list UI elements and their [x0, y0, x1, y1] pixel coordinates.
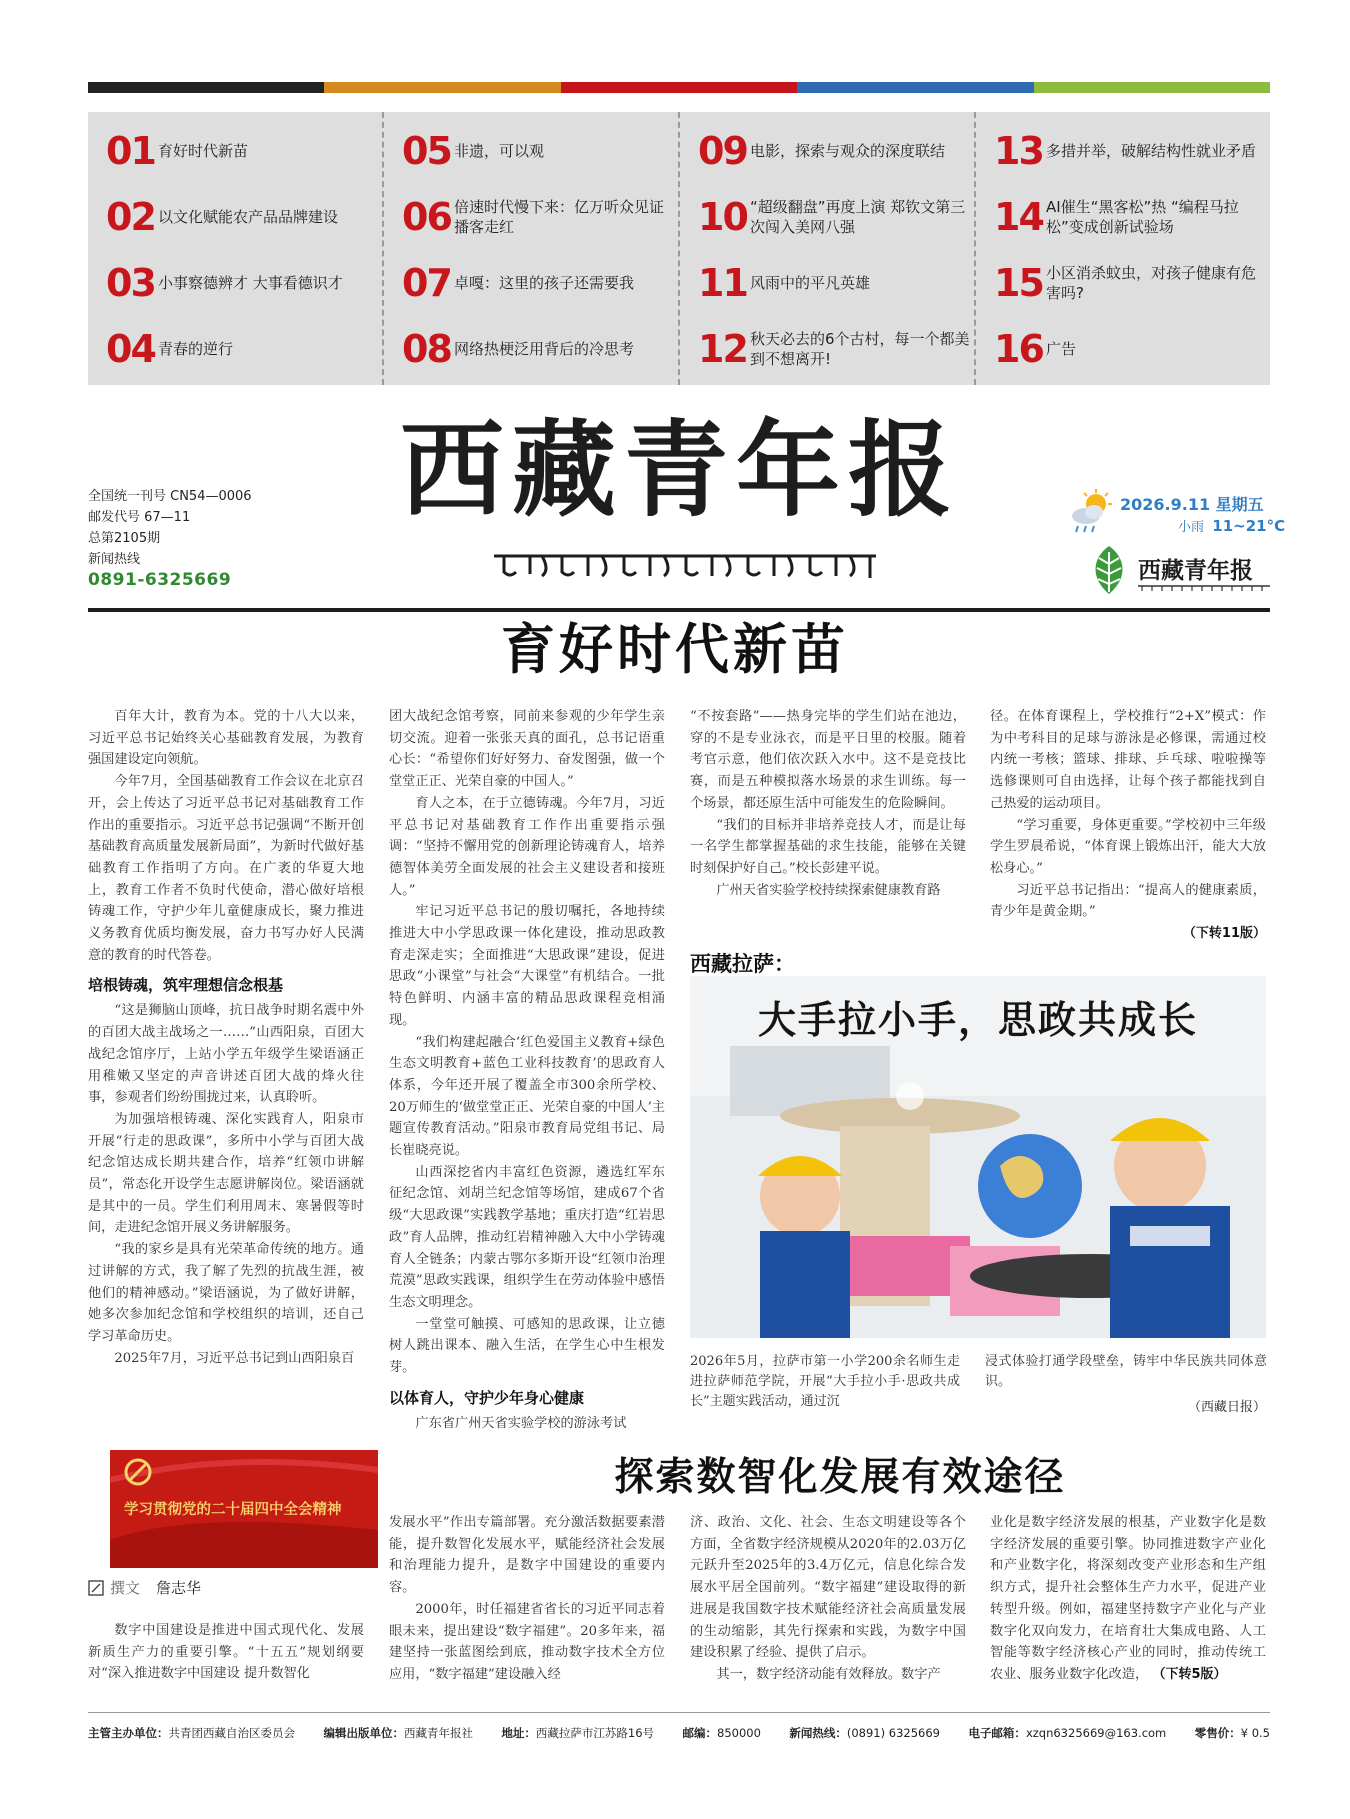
logo-name: 西藏青年报 [1138, 557, 1253, 584]
hotline-number: 0891-6325669 [88, 570, 232, 590]
toc-page-number: 03 [106, 261, 155, 305]
newspaper-title: 西藏青年报 [399, 408, 960, 531]
toc-page-number: 16 [994, 327, 1043, 371]
footer-value: ¥ 0.5 [1240, 1726, 1270, 1740]
paragraph: 广州天省实验学校持续探索健康教育路 [716, 882, 941, 898]
color-segment [797, 82, 1033, 93]
paragraph: 山西深挖省内丰富红色资源，遴选红军东征纪念馆、刘胡兰纪念馆等场馆，建成67个省级“大思政课”实践教学基地；重庆打造“红岩思政”育人品牌，推动红岩精神融入大中小学铸魂育人全链条；内蒙古鄂尔多斯开设“红领巾治理荒漠”思政实践课，组织学生在劳动体验中感悟生态文明理念。 [389, 1164, 665, 1310]
toc-title: 风雨中的平凡英雄 [750, 274, 871, 292]
paragraph: 其一，数字经济动能有效释放。数字产 [716, 1666, 941, 1682]
toc-title: “超级翻盘”再度上演 郑钦文第三次闯入美网八强 [750, 198, 966, 236]
color-segment [1034, 82, 1270, 93]
toc-item[interactable] [994, 118, 1270, 184]
toc-page-number: 15 [994, 261, 1043, 305]
paragraph: “学习重要，身体更重要。”学校初中三年级学生罗晨希说，“体育课上锻炼出汗，能大大放松身心。” [990, 817, 1266, 876]
paragraph: “我们构建起融合‘红色爱国主义教育+绿色生态文明教育+蓝色工业科技教育’的思政育人体系，今年还开展了覆盖全市300余所学校、20万师生的‘做堂堂正正、光荣自豪的中国人’主题宣传教育活动。”阳泉市教育局党组书记、局长崔晓亮说。 [389, 1034, 665, 1159]
logo-tibetan-subtitle [1138, 584, 1270, 592]
article-column-4 [990, 706, 1266, 942]
second-column-2 [389, 1512, 665, 1710]
second-column-3 [690, 1512, 966, 1710]
toc-title: 小区消杀蚊虫，对孩子健康有危害吗? [1046, 264, 1257, 302]
newspaper-logo [1086, 544, 1272, 598]
toc-page-number: 14 [994, 195, 1043, 239]
issue-date: 2026.9.11 星期五 [1120, 495, 1264, 514]
temperature: 11~21°C [1212, 517, 1286, 535]
footer-hotline [789, 1725, 940, 1741]
second-column-1 [88, 1620, 364, 1710]
footer-price [1195, 1725, 1270, 1741]
toc-item[interactable] [402, 316, 678, 382]
toc-item[interactable] [994, 184, 1270, 250]
paragraph: 习近平总书记指出：“提高人的健康素质，青少年是黄金期。” [990, 882, 1266, 920]
toc-page-number: 12 [698, 327, 747, 371]
toc-item[interactable] [106, 118, 382, 184]
toc-item[interactable] [698, 250, 974, 316]
pen-icon [88, 1580, 104, 1596]
footer-label: 编辑出版单位： [323, 1726, 404, 1740]
footer-value: (0891) 6325669 [846, 1726, 940, 1740]
toc-title: 卓嘎：这里的孩子还需要我 [454, 274, 635, 292]
footer-rule [88, 1712, 1270, 1713]
second-column-4 [990, 1512, 1266, 1710]
paragraph: 牢记习近平总书记的殷切嘱托，各地持续推进大中小学思政课一体化建设，推动思政教育走深走实；全面推进“大思政课”建设，促进思政“小课堂”与社会“大课堂”有机结合。一批特色鲜明、内涵丰富的精品思政课程竞相涌现。 [389, 904, 665, 1028]
color-segment [88, 82, 324, 93]
footer-value: 850000 [717, 1726, 761, 1740]
photo-story-title: 大手拉小手，思政共成长 [757, 998, 1198, 1042]
toc-item[interactable] [106, 250, 382, 316]
toc-column [974, 112, 1270, 385]
paragraph: “这是狮脑山顶峰，抗日战争时期名震中外的百团大战主战场之一……”山西阳泉，百团大战纪念馆序厅，上站小学五年级学生梁语涵正用稚嫩又坚定的声音讲述百团大战的烽火往事，参观者们纷纷围拢过来，认真聆听。 [88, 1003, 364, 1106]
section-subheading: 以体育人，守护少年身心健康 [389, 1388, 585, 1407]
byline-label: 撰文 [110, 1579, 141, 1597]
toc-page-number: 11 [698, 261, 747, 305]
second-headline: 探索数智化发展有效途径 [614, 1455, 1066, 1500]
footer-value: 西藏青年报社 [403, 1726, 473, 1740]
masthead-rule [88, 608, 1270, 612]
paragraph: 团大战纪念馆考察，同前来参观的少年学生亲切交流。迎着一张张天真的面孔，总书记语重心长：“希望你们好好努力、奋发图强，做一个堂堂正正、光荣自豪的中国人。” [389, 709, 665, 790]
footer-publisher [323, 1725, 473, 1741]
weather-text: 小雨 [1178, 520, 1205, 535]
continued-note: （下转11版） [1182, 926, 1266, 942]
toc-item[interactable] [698, 118, 974, 184]
paragraph: 育人之本，在于立德铸魂。今年7月，习近平总书记对基础教育工作作出重要指示强调：“坚持不懈用党的创新理论铸魂育人，培养德智体美劳全面发展的社会主义建设者和接班人。” [389, 795, 665, 898]
continued-note: （下转5版） [1152, 1666, 1227, 1682]
footer-label: 电子邮箱： [968, 1726, 1026, 1740]
toc-column [678, 112, 974, 385]
toc-title: 网络热梗泛用背后的冷思考 [454, 340, 635, 358]
toc-page-number: 06 [402, 195, 451, 239]
color-segment [561, 82, 797, 93]
toc-title: 倍速时代慢下来：亿万听众见证播客走红 [454, 198, 665, 236]
toc-item[interactable] [106, 316, 382, 382]
toc-title: 电影，探索与观众的深度联结 [750, 142, 946, 160]
footer-address [501, 1725, 654, 1741]
toc-title: 非遗，可以观 [454, 142, 545, 160]
footer-label: 地址： [501, 1726, 536, 1740]
paragraph: “不按套路”——热身完毕的学生们站在池边，穿的不是专业泳衣，而是平日里的校服。随着考官示意，他们依次跃入水中。这不是竞技比赛，而是五种模拟落水场景的求生训练。每一个场景，都还原生活中可能发生的危险瞬间。 [690, 709, 966, 811]
toc-title: 秋天必去的6个古村，每一个都美到不想离开! [750, 330, 970, 368]
paragraph [990, 1512, 1266, 1686]
footer-email[interactable] [968, 1725, 1166, 1741]
toc-item[interactable] [402, 184, 678, 250]
promo-banner[interactable] [110, 1450, 378, 1568]
footer-label: 零售价： [1194, 1726, 1241, 1740]
paragraph: “我的家乡是具有光荣革命传统的地方。通过讲解的方式，我了解了先烈的抗战生涯，被他们的精神感动。”梁语涵说，为了做好讲解，她多次参加纪念馆和学校组织的培训，还自己学习革命历史。 [88, 1242, 364, 1344]
lead-headline: 育好时代新苗 [501, 618, 849, 681]
paragraph: “我们的目标并非培养竞技人才，而是让每一名学生都掌握基础的求生技能，能够在关键时刻保护好自己。”校长彭建平说。 [690, 817, 966, 876]
byline-author: 詹志华 [156, 1579, 202, 1597]
paragraph: 径。在体育课程上，学校推行“2+X”模式：作为中考科目的足球与游泳是必修课，需通过校内统一考核；篮球、排球、乒乓球、啦啦操等选修课则可自由选择，让每个孩子都能找到自己热爱的运动项目。 [990, 709, 1266, 811]
paragraph: 一堂堂可触摸、可感知的思政课，让立德树人跳出课本、融入生活，在学生心中生根发芽。 [389, 1316, 665, 1376]
toc-column [382, 112, 678, 385]
footer-sponsor [88, 1725, 295, 1741]
top-color-bar [88, 82, 1270, 93]
article-column-1 [88, 706, 364, 1396]
paragraph: 今年7月，全国基础教育工作会议在北京召开，会上传达了习近平总书记对基础教育工作作出的重要指示。习近平总书记强调“不断开创基础教育高质量发展新局面”，为新时代做好基础教育工作指明了方向。在广袤的华夏大地上，教育工作者不负时代使命，潜心做好培根铸魂工作，守护少年儿童健康成长，聚力推进义务教育优质均衡发展，奋力书写办好人民满意的教育的时代答卷。 [88, 774, 364, 963]
toc-item[interactable] [698, 316, 974, 382]
footer-label: 主管主办单位： [88, 1726, 169, 1740]
leaf-logo-icon [1086, 544, 1132, 596]
toc-page-number: 07 [402, 261, 451, 305]
toc-title: 广告 [1046, 340, 1077, 358]
color-segment [324, 82, 560, 93]
toc-title: AI催生“黑客松”热 “编程马拉松”变成创新试验场 [1046, 198, 1239, 236]
toc-title: 以文化赋能农产品品牌建设 [158, 208, 339, 226]
toc-item[interactable] [994, 316, 1270, 382]
article-column-2 [389, 706, 665, 1431]
toc-item[interactable] [402, 118, 678, 184]
masthead-meta [88, 486, 252, 591]
hotline-label: 新闻热线 [88, 552, 141, 567]
toc-page-number: 04 [106, 327, 155, 371]
toc-title: 小事察德辨才 大事看德识才 [158, 274, 343, 292]
paragraph: 广东省广州天省实验学校的游泳考试 [415, 1415, 627, 1431]
weather-condition [1178, 516, 1285, 535]
issue-number-line: 总第2105期 [88, 531, 161, 546]
toc-page-number: 01 [106, 129, 155, 173]
paragraph: 数字中国建设是推进中国式现代化、发展新质生产力的重要引擎。“十五五”规划纲要对“深入推进数字中国建设 提升数智化 [88, 1623, 364, 1682]
photo-location-label: 西藏拉萨： [690, 952, 795, 976]
paragraph: 2000年，时任福建省省长的习近平同志着眼未来，提出建设“数字福建”。20多年来，福建坚持一张蓝图绘到底，推动数字技术全方位应用，“数字福建”建设融入经 [389, 1601, 665, 1682]
toc-item[interactable] [994, 250, 1270, 316]
toc-page-number: 09 [698, 129, 747, 173]
tibetan-title-script [490, 548, 880, 582]
byline [88, 1577, 378, 1598]
toc-item[interactable] [106, 184, 382, 250]
footer-postcode [683, 1725, 761, 1741]
toc-title: 多措并举，破解结构性就业矛盾 [1046, 142, 1257, 160]
sun-cloud-rain-icon [1068, 488, 1116, 536]
table-of-contents [88, 112, 1270, 385]
toc-page-number: 10 [698, 195, 747, 239]
toc-page-number: 05 [402, 129, 451, 173]
paragraph-text: 业化是数字经济发展的根基，产业数字化是数字经济发展的重要引擎。协同推进数字产业化和产业数字化，将深刻改变产业形态和生产组织方式，提升社会整体生产力水平，促进产业转型升级。例如，福建坚持数字产业化与产业数字化双向发力，在培育壮大集成电路、人工智能等数字经济核心产业的同时，推动传统工农业、服务业数字化改造， [990, 1515, 1266, 1682]
postal-code-line: 邮发代号 67—11 [88, 510, 191, 525]
footer-value: 共青团西藏自治区委员会 [168, 1726, 295, 1740]
toc-item[interactable] [402, 250, 678, 316]
weather-box [1068, 488, 1286, 538]
footer [88, 1725, 1270, 1741]
paragraph: 发展水平”作出专篇部署。充分激活数据要素潜能，提升数智化发展水平，赋能经济社会发展和治理能力提升，是数字中国建设的重要内容。 [389, 1515, 665, 1596]
paragraph: 济、政治、文化、社会、生态文明建设等各个方面，全省数字经济规模从2020年的2.03万亿元跃升至2025年的3.4万亿元，信息化综合发展水平居全国前列。“数字福建”建设取得的新进展是我国数字技术赋能经济社会高质量发展的生动缩影，其先行探索和实践，为数字中国建设积累了经验、提供了启示。 [690, 1515, 966, 1661]
toc-page-number: 02 [106, 195, 155, 239]
promo-text: 学习贯彻党的二十届四中全会精神 [124, 1502, 342, 1518]
footer-value: 西藏拉萨市江苏路16号 [535, 1726, 655, 1740]
photo-caption-left: 2026年5月，拉萨市第一小学200余名师生走进拉萨师范学院，开展“大手拉小手·思政共成长”主题实践活动，通过沉 [690, 1354, 960, 1409]
photo-credit: （西藏日报） [1188, 1400, 1267, 1415]
section-subheading: 培根铸魂，筑牢理想信念根基 [88, 976, 284, 995]
issn-line: 全国统一刊号 CN54—0006 [88, 489, 252, 504]
toc-page-number: 08 [402, 327, 451, 371]
toc-column [88, 112, 382, 385]
toc-page-number: 13 [994, 129, 1043, 173]
paragraph: 2025年7月，习近平总书记到山西阳泉百 [114, 1350, 355, 1366]
footer-label: 邮编： [682, 1726, 717, 1740]
photo-caption-right: 浸式体验打通学段壁垒，铸牢中华民族共同体意识。 [985, 1354, 1267, 1389]
article-column-3 [690, 706, 966, 936]
toc-title: 青春的逆行 [158, 340, 234, 358]
toc-title: 育好时代新苗 [158, 142, 249, 160]
paragraph: 百年大计，教育为本。党的十八大以来，习近平总书记始终关心基础教育发展，为教育强国建设定向领航。 [88, 709, 364, 768]
paragraph: 为加强培根铸魂、深化实践育人，阳泉市开展“行走的思政课”，多所中小学与百团大战纪念馆达成长期共建合作，培养“红领巾讲解员”，常态化开设学生志愿讲解岗位。梁语涵就是其中的一员。学生们利用周末、寒暑假等时间，走进纪念馆开展义务讲解服务。 [88, 1111, 364, 1236]
toc-item[interactable] [698, 184, 974, 250]
footer-label: 新闻热线： [789, 1726, 847, 1740]
footer-value: xzqn6325669@163.com [1025, 1726, 1167, 1740]
